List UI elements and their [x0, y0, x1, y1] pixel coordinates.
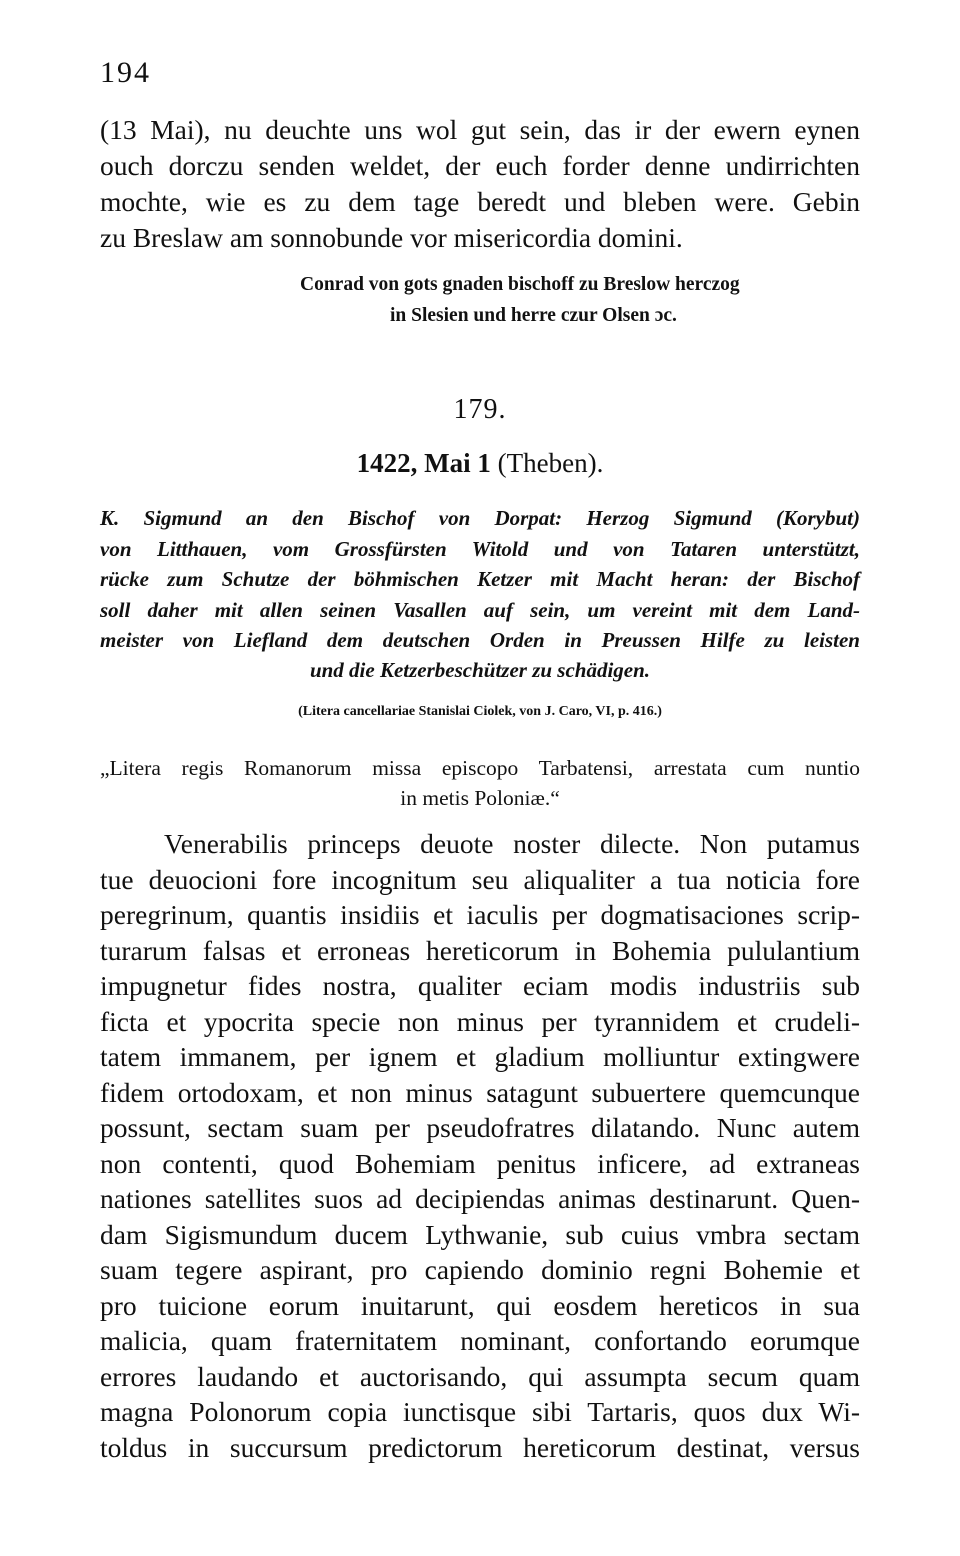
summary-line: von Litthauen, vom Grossfürsten Witold und von Tataren unterstützt, — [100, 537, 860, 561]
letter-body-line: tue deuocioni fore incognitum seu aliqualiter a tua noticia fore — [100, 864, 860, 895]
letter-body-line: fidem ortodoxam, et non minus satagunt subuertere quemcunque — [100, 1077, 860, 1108]
letter-body-line: non contenti, quod Bohemiam penitus inficere, ad extraneas — [100, 1148, 860, 1179]
letter-body-line: tatem immanem, per ignem et gladium molliuntur extingwere — [100, 1041, 860, 1072]
letter-body-line: nationes satellites suos ad decipiendas animas destinarunt. Quen- — [100, 1183, 860, 1214]
letter-body-line: errores laudando et auctorisando, qui assumpta secum quam — [100, 1361, 860, 1392]
top-paragraph-line: zu Breslaw am sonnobunde vor misericordia domini. — [100, 222, 683, 253]
date-text: 1422, Mai 1 — [356, 448, 491, 478]
top-paragraph-line: ouch dorczu senden weldet, der euch forder denne undirrichten — [100, 150, 860, 181]
letter-body-line: Venerabilis princeps deuote noster dilecte. Non putamus — [164, 828, 860, 859]
date-line — [0, 448, 960, 479]
summary-line: rücke zum Schutze der böhmischen Ketzer mit Macht heran: der Bischof — [100, 567, 860, 591]
summary-line: und die Ketzerbeschützer zu schädigen. — [309, 658, 651, 682]
source-citation: (Litera cancellariae Stanislai Ciolek, von J. Caro, VI, p. 416.) — [298, 704, 662, 719]
top-paragraph-line: mochte, wie es zu dem tage beredt und bleben were. Gebin — [100, 186, 860, 217]
letter-body-line: turarum falsas et erroneas hereticorum in Bohemia pululantium — [100, 935, 860, 966]
letter-body-line: impugnetur fides nostra, qualiter eciam modis industriis sub — [100, 970, 860, 1001]
page-number: 194 — [100, 56, 151, 89]
letter-body-line: ficta et ypocrita specie non minus per tyrannidem et crudeli- — [100, 1006, 860, 1037]
letter-body-line: pro tuicione eorum inuitarunt, qui eosdem hereticos in sua — [100, 1290, 860, 1321]
document-number: 179. — [453, 394, 507, 425]
letter-heading-line: in metis Poloniæ.“ — [400, 786, 560, 810]
letter-body-line: dam Sigismundum ducem Lythwanie, sub cuius vmbra sectam — [100, 1219, 860, 1250]
signature-line: in Slesien und herre czur Olsen ɔc. — [390, 305, 677, 326]
letter-body-line: peregrinum, quantis insidiis et iaculis per dogmatisaciones scrip- — [100, 899, 860, 930]
letter-body-line: suam tegere aspirant, pro capiendo dominio regni Bohemie et — [100, 1254, 860, 1285]
letter-body-line: toldus in succursum predictorum hereticorum destinat, versus — [100, 1432, 860, 1463]
letter-body-line: magna Polonorum copia iunctisque sibi Tartaris, quos dux Wi- — [100, 1396, 860, 1427]
signature-line: Conrad von gots gnaden bischoff zu Breslow herczog — [300, 274, 740, 295]
place-text: (Theben). — [497, 448, 604, 478]
letter-heading-line: „Litera regis Romanorum missa episcopo Tarbatensi, arrestata cum nuntio — [100, 756, 860, 780]
letter-body-line: possunt, sectam suam per pseudofratres dilatando. Nunc autem — [100, 1112, 860, 1143]
letter-body-line: malicia, quam fraternitatem nominant, confortando eorumque — [100, 1325, 860, 1356]
summary-line: K. Sigmund an den Bischof von Dorpat: Herzog Sigmund (Korybut) — [100, 506, 860, 530]
top-paragraph-line: (13 Mai), nu deuchte uns wol gut sein, das ir der ewern eynen — [100, 114, 860, 145]
summary-line: meister von Liefland dem deutschen Orden in Preussen Hilfe zu leisten — [100, 628, 860, 652]
summary-line: soll daher mit allen seinen Vasallen auf sein, um vereint mit dem Land- — [100, 598, 860, 622]
